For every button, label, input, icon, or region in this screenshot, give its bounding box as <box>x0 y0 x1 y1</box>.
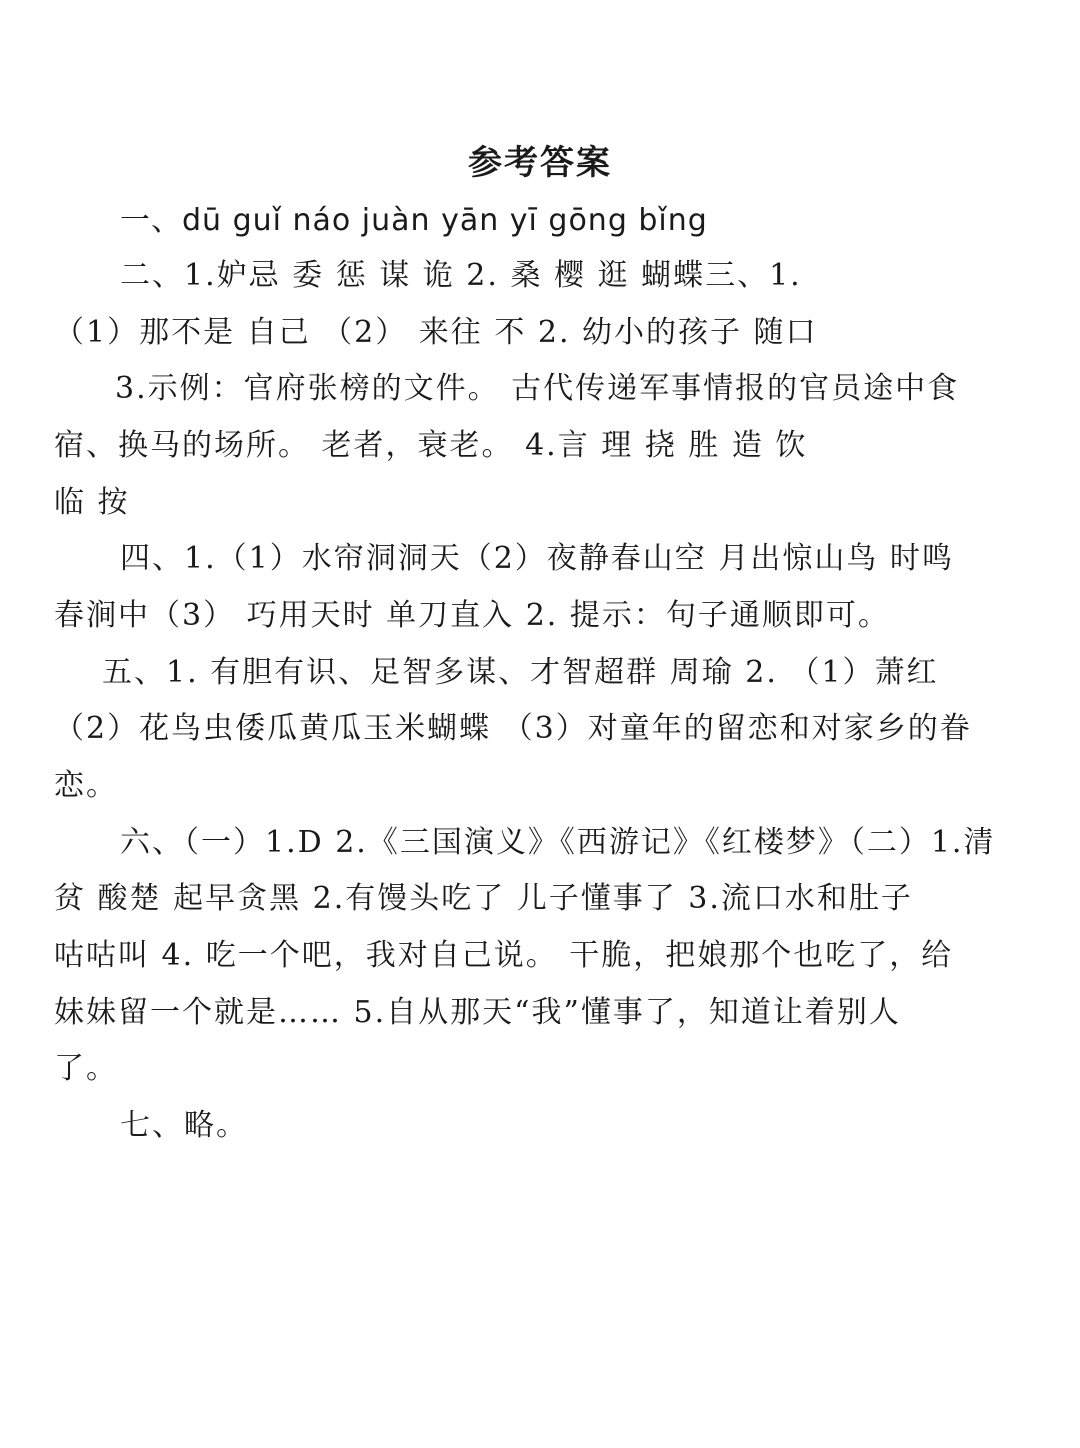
answer-line-4: 四、1.（1）水帘洞洞天（2）夜静春山空 月出惊山鸟 时鸣 <box>120 541 954 576</box>
answer-line-5-cont: （2）花鸟虫倭瓜黄瓜玉米蝴蝶 （3）对童年的留恋和对家乡的眷 <box>54 711 972 746</box>
answer-line-2: 二、1.妒忌 委 惩 谋 诡 2. 桑 樱 逛 蝴蝶三、1. <box>120 258 802 293</box>
answer-line-7: 七、略。 <box>120 1108 248 1143</box>
answer-line-2-cont: （1）那不是 自己 （2） 来往 不 2. 幼小的孩子 随口 <box>54 315 818 350</box>
answer-line-5: 五、1. 有胆有识、足智多谋、才智超群 周瑜 2. （1）萧红 <box>102 655 939 690</box>
answer-line-6-cont-3: 妹妹留一个就是…… 5.自从那天“我”懂事了，知道让着别人 <box>54 995 901 1030</box>
answer-line-3-cont: 宿、换马的场所。 老者，衰老。 4.言 理 挠 胜 造 饮 <box>54 428 808 463</box>
answer-line-3: 3.示例：官府张榜的文件。 古代传递军事情报的官员途中食 <box>115 371 960 406</box>
answer-line-6-cont-2: 咕咕叫 4. 吃一个吧，我对自己说。 干脆，把娘那个也吃了，给 <box>54 938 954 973</box>
answer-line-6: 六、（一）1.D 2.《三国演义》《西游记》《红楼梦》（二）1.清 <box>120 825 996 860</box>
page-title: 参考答案 <box>468 143 612 183</box>
answer-line-1-pinyin: 一、dū guǐ náo juàn yān yī gōng bǐng <box>120 203 708 238</box>
answer-line-3-cont-2: 临 按 <box>54 485 130 520</box>
answer-line-5-cont-2: 恋。 <box>54 768 118 803</box>
answer-line-4-cont: 春涧中（3） 巧用天时 单刀直入 2. 提示：句子通顺即可。 <box>54 598 890 633</box>
answer-line-6-cont-4: 了。 <box>54 1051 118 1086</box>
answer-line-6-cont: 贫 酸楚 起早贪黑 2.有馒头吃了 儿子懂事了 3.流口水和肚子 <box>54 881 913 916</box>
